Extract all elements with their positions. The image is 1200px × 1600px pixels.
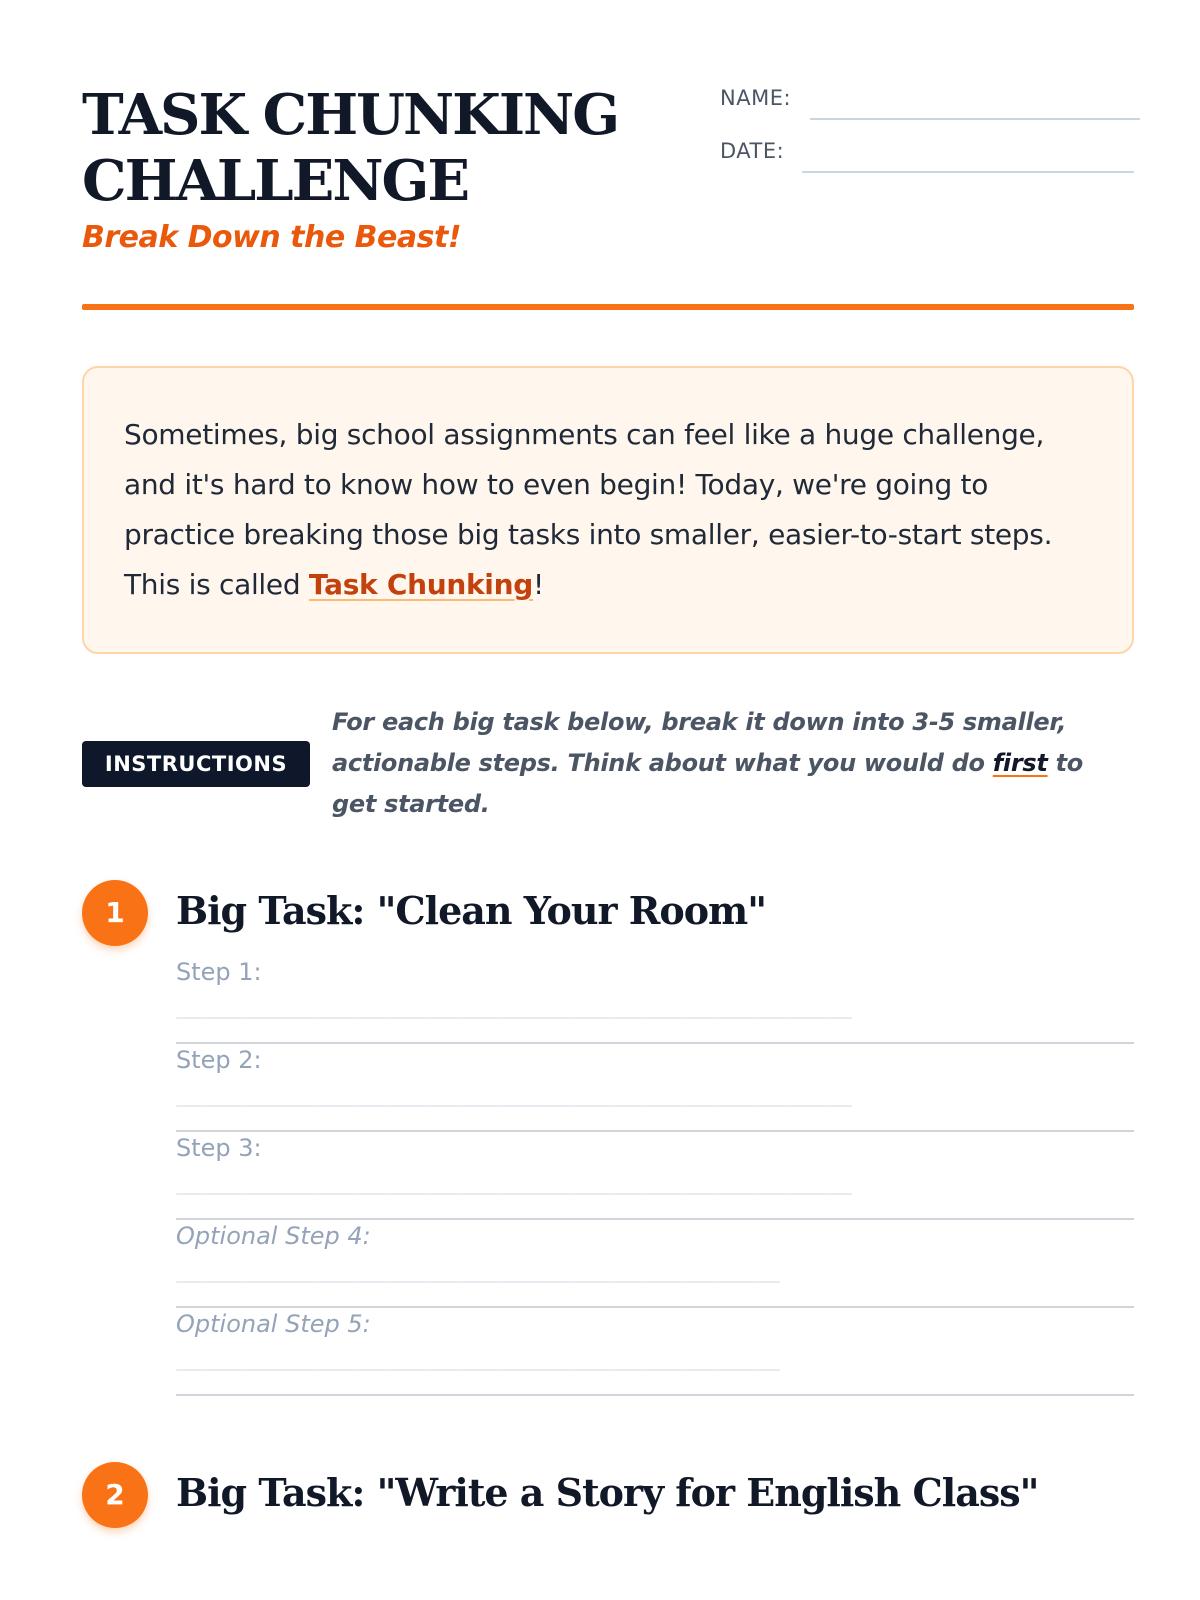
intro-text — [124, 410, 1092, 610]
instructions-text-start: For each big task below, break it down into 3-5 smaller, actionable steps. Think about what you would do — [332, 708, 1067, 777]
task-number-badge: 2 — [82, 1462, 148, 1528]
optional-step-label: Optional Step 4: — [176, 1222, 371, 1250]
header-divider — [82, 304, 1134, 310]
step-label: Step 3: — [176, 1134, 262, 1162]
instructions-text — [332, 702, 1112, 825]
name-label: NAME: — [720, 86, 792, 110]
step-blank[interactable]: __________________________________________________________________ — [176, 994, 853, 1019]
task-title: Big Task: "Write a Story for English Class" — [176, 1470, 1039, 1515]
date-field[interactable] — [720, 133, 1140, 173]
step-label: Step 2: — [176, 1046, 262, 1074]
task-title: Big Task: "Clean Your Room" — [176, 888, 767, 933]
step-blank[interactable]: ___________________________________________________________ — [176, 1346, 781, 1371]
step-row[interactable] — [176, 1042, 1134, 1132]
step-row[interactable] — [176, 954, 1134, 1044]
optional-step-label: Optional Step 5: — [176, 1310, 371, 1338]
step-blank[interactable]: __________________________________________________________________ — [176, 1170, 853, 1195]
instructions-highlight: first — [992, 749, 1048, 777]
instructions-badge: INSTRUCTIONS — [82, 741, 310, 787]
step-row[interactable] — [176, 1218, 1134, 1308]
step-blank[interactable]: ___________________________________________________________ — [176, 1258, 781, 1283]
page-title-line-2: CHALLENGE — [82, 148, 469, 214]
date-line[interactable] — [802, 171, 1134, 173]
step-row[interactable] — [176, 1130, 1134, 1220]
task-number-badge: 1 — [82, 880, 148, 946]
name-field[interactable] — [720, 80, 1140, 120]
instructions-text-end: to get started. — [332, 749, 1083, 818]
title-block — [82, 82, 682, 255]
step-label: Step 1: — [176, 958, 262, 986]
intro-text-start: Sometimes, big school assignments can feel like a huge challenge, and it's hard to know how to even begin! Today, we're going to practice breaking those big tasks into smaller, easier-to-start steps. This is called — [124, 418, 1053, 601]
name-line[interactable] — [810, 118, 1140, 120]
page-subtitle: Break Down the Beast! — [82, 220, 462, 255]
step-blank[interactable]: __________________________________________________________________ — [176, 1082, 853, 1107]
intro-highlight: Task Chunking — [308, 568, 533, 601]
date-label: DATE: — [720, 139, 785, 163]
page-title-line-1: TASK CHUNKING — [82, 82, 619, 148]
intro-text-end: ! — [532, 568, 544, 601]
intro-box — [82, 366, 1134, 654]
step-row[interactable] — [176, 1306, 1134, 1396]
